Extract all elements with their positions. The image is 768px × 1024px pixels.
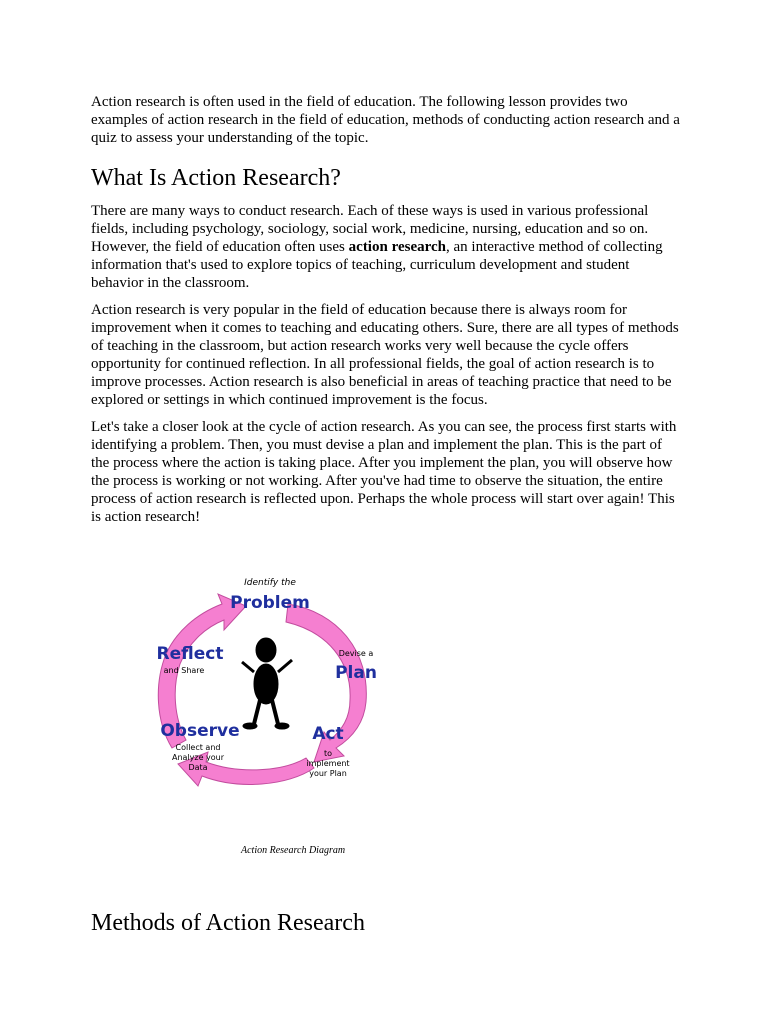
popularity-paragraph: Action research is very popular in the field of education because there is always room for improvement when it comes to teaching and educating others. Sure, there are all types of methods of teaching in the classroom, but action research works very well because the cycle offers opportunity for continued reflection. In all professional fields, the goal of action research is to improve processes. Action research is also beneficial in areas of teaching practice that need to be explored or settings in which continued improvement is the focus. xyxy=(91,302,679,408)
heading-methods-of-action-research: Methods of Action Research xyxy=(91,910,365,936)
label-plan: Plan xyxy=(335,663,377,683)
heading-what-is-action-research: What Is Action Research? xyxy=(91,165,341,191)
label-implement: implement xyxy=(306,759,350,768)
label-data: Data xyxy=(188,763,208,772)
definition-paragraph xyxy=(91,202,681,292)
diagram-caption: Action Research Diagram xyxy=(241,845,346,856)
label-reflect: Reflect xyxy=(156,644,224,664)
definition-text-start: There are many ways to conduct research. Each of these ways is used in various professional fields, including psychology, sociology, social work, medicine, nursing, education and so on. However, the field of education often uses xyxy=(91,203,649,255)
label-to: to xyxy=(323,749,333,758)
label-observe: Observe xyxy=(160,721,240,741)
definition-text-end: , an interactive method of collecting information that's used to explore topics of teaching, curriculum development and student behavior in the classroom. xyxy=(91,239,663,291)
cycle-paragraph: Let's take a closer look at the cycle of action research. As you can see, the process first starts with identifying a problem. Then, you must devise a plan and implement the plan. This is the part of the process where the action is taking place. After you implement the plan, you will observe how the process is working or not working. After you've had time to observe the situation, the entire process of action research is reflected upon. Perhaps the whole process will start over again! This is action research! xyxy=(91,419,677,525)
stick-figure xyxy=(242,638,292,729)
label-your-plan: your Plan xyxy=(309,769,347,778)
label-problem: Problem xyxy=(230,593,310,613)
label-act: Act xyxy=(312,724,344,744)
intro-paragraph: Action research is often used in the field of education. The following lesson provides two examples of action research in the field of education, methods of conducting action research and a quiz to assess your understanding of the topic. xyxy=(91,94,680,146)
label-devise-a: Devise a xyxy=(338,649,374,658)
action-research-term: action research xyxy=(348,239,446,255)
label-and-share: and Share xyxy=(163,666,205,675)
article-body xyxy=(91,93,681,535)
label-collect-and: Collect and xyxy=(175,743,221,752)
label-identify-the: Identify the xyxy=(244,578,296,588)
label-analyze-your: Analyze your xyxy=(171,753,225,762)
action-research-cycle-diagram xyxy=(138,572,400,794)
